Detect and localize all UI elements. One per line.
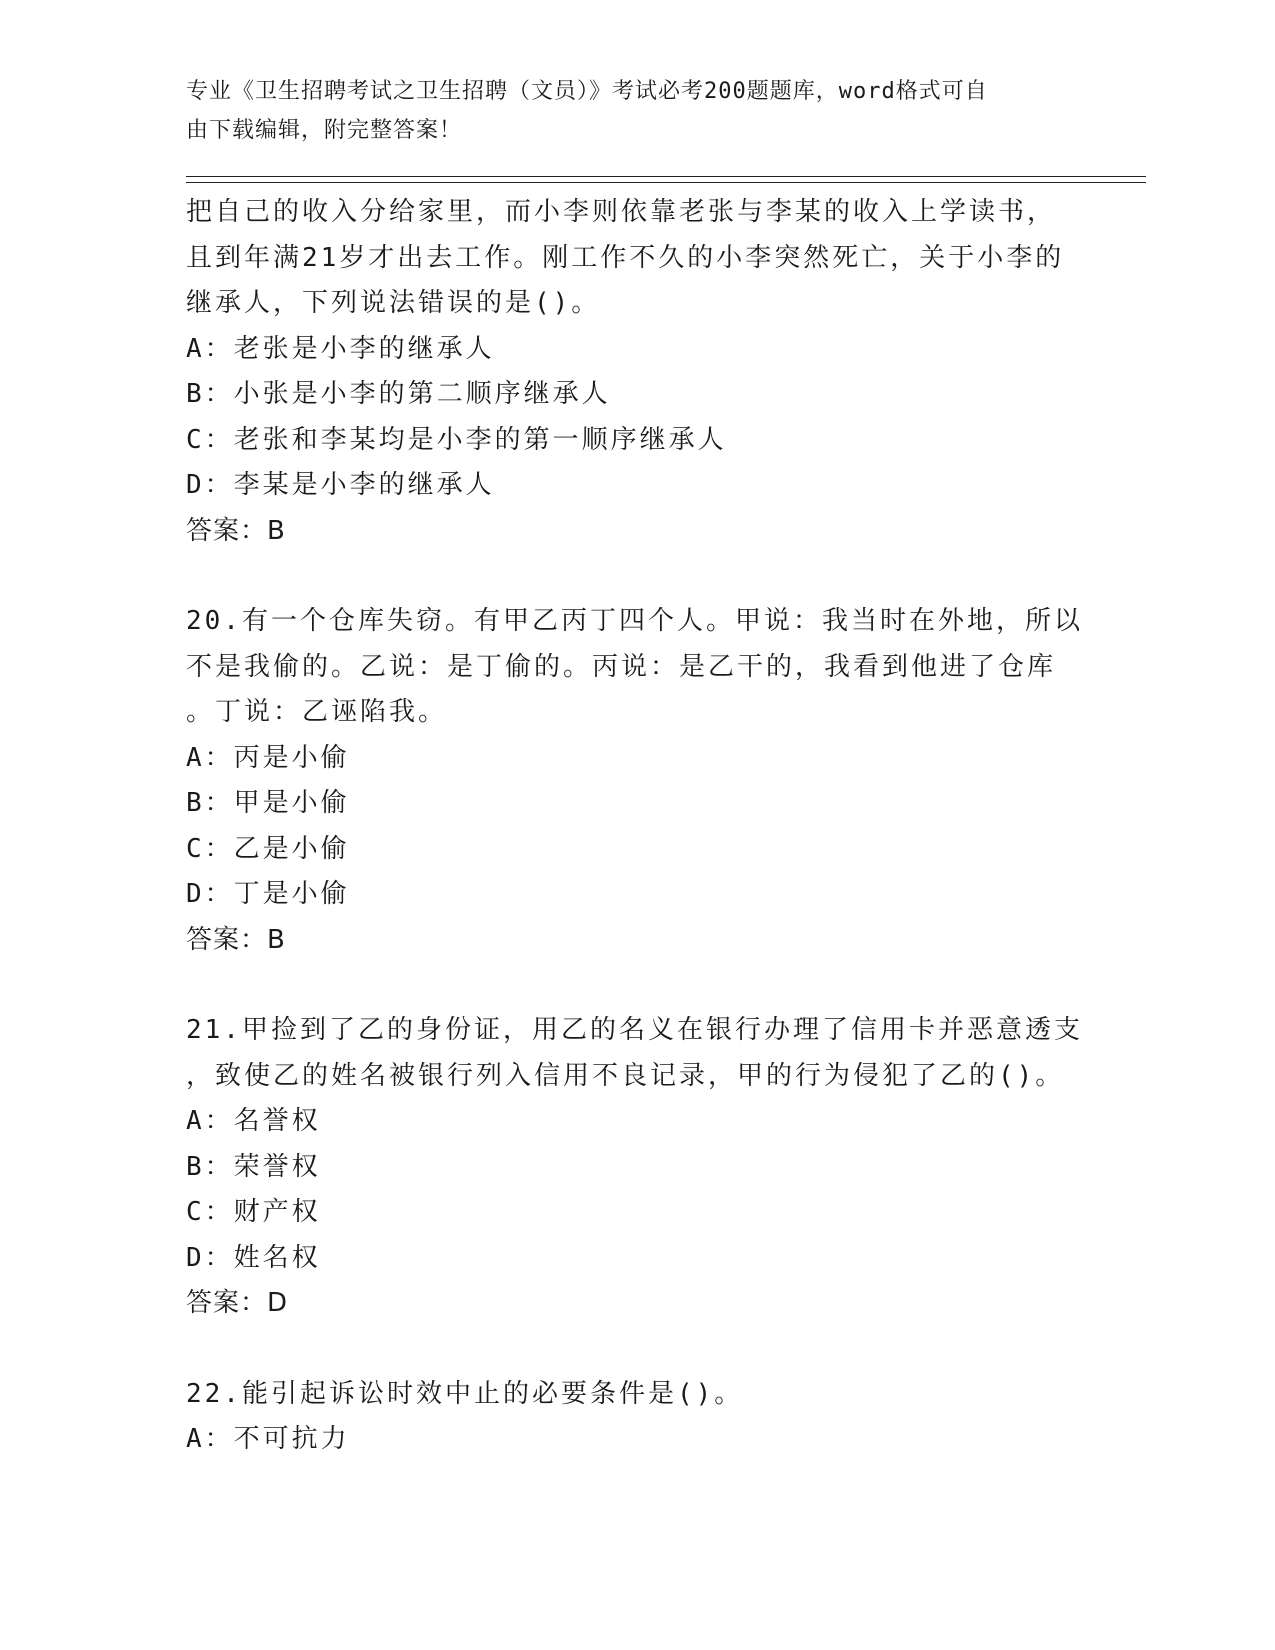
option-b: B：甲是小偷	[186, 788, 350, 818]
spacer	[186, 963, 1086, 1008]
option-c: C：老张和李某均是小李的第一顺序继承人	[186, 424, 727, 455]
header-rule-top	[186, 176, 1146, 177]
question-stem-line: 且到年满21岁才出去工作。刚工作不久的小李突然死亡，关于小李的	[186, 242, 1065, 273]
question-22	[186, 1372, 1086, 1463]
option-a: A：不可抗力	[186, 1424, 350, 1454]
option-a: A：名誉权	[186, 1106, 321, 1136]
question-stem-line: 不是我偷的。乙说：是丁偷的。丙说：是乙干的，我看到他进了仓库	[186, 651, 1057, 682]
question-19	[186, 190, 1086, 554]
question-stem-line: ，致使乙的姓名被银行列入信用不良记录，甲的行为侵犯了乙的()。	[186, 1060, 1065, 1091]
question-stem-line: 20.有一个仓库失窃。有甲乙丙丁四个人。甲说：我当时在外地，所以	[186, 606, 1083, 636]
spacer	[186, 554, 1086, 599]
option-d: D：丁是小偷	[186, 879, 350, 909]
question-stem-line: 继承人，下列说法错误的是()。	[186, 288, 601, 318]
answer: 答案：D	[186, 1288, 289, 1318]
option-a: A：老张是小李的继承人	[186, 333, 495, 364]
answer: 答案：B	[186, 515, 286, 546]
question-21	[186, 1008, 1086, 1327]
header-line-1: 专业《卫生招聘考试之卫生招聘（文员）》考试必考200题题库，word格式可自	[186, 79, 988, 104]
document-body	[186, 190, 1086, 1463]
header-rule-bottom	[186, 182, 1146, 183]
option-c: C：乙是小偷	[186, 833, 350, 864]
header-line-2: 由下载编辑，附完整答案！	[186, 118, 463, 143]
question-stem-line: 把自己的收入分给家里，而小李则依靠老张与李某的收入上学读书，	[186, 197, 1057, 227]
option-b: B：荣誉权	[186, 1151, 321, 1182]
option-d: D：姓名权	[186, 1242, 321, 1273]
question-stem-line: 22.能引起诉讼时效中止的必要条件是()。	[186, 1378, 744, 1409]
option-a: A：丙是小偷	[186, 742, 350, 773]
option-b: B：小张是小李的第二顺序继承人	[186, 379, 611, 409]
option-d: D：李某是小李的继承人	[186, 470, 495, 500]
answer: 答案：B	[186, 924, 286, 955]
option-c: C：财产权	[186, 1197, 321, 1227]
question-20	[186, 599, 1086, 963]
spacer	[186, 1327, 1086, 1372]
question-stem-line: 。丁说：乙诬陷我。	[186, 697, 448, 727]
document-header	[186, 72, 1066, 150]
question-stem-line: 21.甲捡到了乙的身份证，用乙的名义在银行办理了信用卡并恶意透支	[186, 1015, 1083, 1045]
